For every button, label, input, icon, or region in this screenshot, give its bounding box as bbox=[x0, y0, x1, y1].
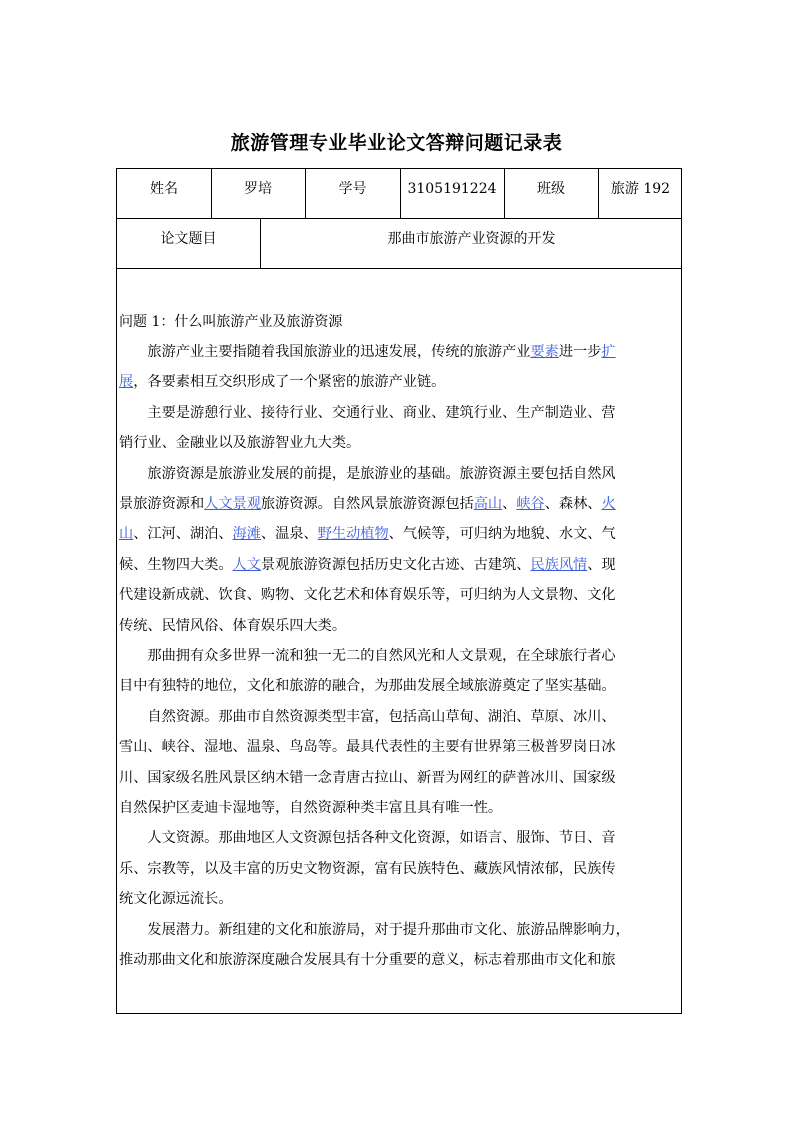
text-segment: 人文资源。那曲地区人文资源包括各种文化资源，如语言、服饰、节日、音 bbox=[119, 830, 616, 847]
text-line bbox=[119, 523, 616, 543]
record-table bbox=[116, 168, 682, 1014]
text-segment: 进一步 bbox=[558, 344, 602, 360]
text-line bbox=[119, 827, 616, 847]
text-line bbox=[119, 463, 616, 483]
text-line bbox=[119, 615, 346, 635]
name-label: 姓名 bbox=[150, 181, 178, 197]
text-segment: 代建设新成就、饮食、购物、文化艺术和体育娱乐等，可归纳为人文景物、文化 bbox=[119, 587, 616, 604]
text-segment: 景旅游资源和 bbox=[119, 496, 205, 512]
text-line bbox=[119, 858, 616, 878]
text-line bbox=[119, 493, 616, 513]
text-segment: 旅游产业主要指随着我国旅游业的迅速发展，传统的旅游产业 bbox=[119, 344, 531, 360]
hyperlink[interactable]: 人文景观 bbox=[204, 496, 261, 512]
hyperlink[interactable]: 要素 bbox=[530, 344, 559, 360]
text-line bbox=[119, 554, 616, 574]
hyperlink[interactable]: 火 bbox=[601, 496, 616, 512]
hyperlink[interactable]: 峡谷 bbox=[516, 496, 545, 512]
class-label: 班级 bbox=[537, 181, 565, 197]
thesis-title-value: 那曲市旅游产业资源的开发 bbox=[387, 231, 556, 247]
text-segment: 、 bbox=[502, 496, 517, 512]
text-segment: 自然保护区麦迪卡湿地等，自然资源种类丰富且具有唯一性。 bbox=[119, 800, 503, 816]
text-segment: 发展潜力。新组建的文化和旅游局，对于提升那曲市文化、旅游品牌影响力， bbox=[119, 921, 630, 938]
text-line bbox=[119, 432, 360, 452]
hyperlink[interactable]: 山 bbox=[119, 526, 134, 543]
text-segment: 乐、宗教等，以及丰富的历史文物资源，富有民族特色、藏族风情浓郁，民族传 bbox=[119, 860, 616, 877]
hyperlink[interactable]: 民族风情 bbox=[530, 556, 588, 573]
text-segment: 目中有独特的地位，文化和旅游的融合，为那曲发展全域旅游奠定了坚实基础。 bbox=[119, 678, 616, 695]
document-title: 旅游管理专业毕业论文答辩问题记录表 bbox=[230, 132, 563, 154]
text-segment: 那曲拥有众多世界一流和独一无二的自然风光和人文景观，在全球旅行者心 bbox=[119, 648, 616, 664]
text-segment: 川、国家级名胜风景区纳木错一念青唐古拉山、新晋为网红的萨普冰川、国家级 bbox=[119, 769, 616, 786]
text-line bbox=[119, 767, 616, 787]
text-line bbox=[119, 584, 616, 604]
text-segment: 推动那曲文化和旅游深度融合发展具有十分重要的意义，标志着那曲市文化和旅 bbox=[119, 952, 616, 968]
text-segment: 旅游资源是旅游业发展的前提，是旅游业的基础。旅游资源主要包括自然风 bbox=[119, 465, 616, 482]
text-segment: 旅游资源。自然风景旅游资源包括 bbox=[260, 496, 474, 512]
text-line bbox=[119, 371, 445, 391]
hyperlink[interactable]: 扩 bbox=[601, 344, 616, 360]
thesis-title-label: 论文题目 bbox=[160, 231, 217, 247]
text-segment: 、温泉、 bbox=[260, 526, 318, 543]
hyperlink[interactable]: 人文 bbox=[232, 556, 261, 573]
text-line bbox=[119, 919, 630, 939]
text-line bbox=[119, 645, 616, 665]
class-value: 旅游 192 bbox=[610, 181, 671, 197]
text-line bbox=[119, 888, 233, 908]
text-segment: 销行业、金融业以及旅游智业九大类。 bbox=[119, 435, 361, 452]
text-segment: 主要是游憩行业、接待行业、交通行业、商业、建筑行业、生产制造业、营 bbox=[119, 404, 616, 421]
text-line bbox=[119, 706, 616, 726]
hyperlink[interactable]: 野生动植物 bbox=[317, 526, 389, 543]
text-segment: 景观旅游资源包括历史文化古迹、古建筑、 bbox=[260, 556, 531, 573]
text-line bbox=[119, 341, 616, 361]
name-value: 罗培 bbox=[244, 181, 272, 197]
text-line bbox=[119, 675, 616, 695]
hyperlink[interactable]: 展 bbox=[119, 374, 134, 391]
row-divider bbox=[117, 218, 681, 219]
text-segment: 、江河、湖泊、 bbox=[133, 526, 233, 543]
text-segment: 传统、民情风俗、体育娱乐四大类。 bbox=[119, 617, 347, 634]
text-segment: 雪山、峡谷、湿地、温泉、鸟岛等。最具代表性的主要有世界第三极普罗岗日冰 bbox=[119, 739, 616, 756]
text-line bbox=[119, 949, 616, 969]
text-line bbox=[119, 797, 502, 817]
student-id-label: 学号 bbox=[338, 181, 367, 197]
text-line bbox=[119, 402, 616, 422]
question-heading: 问题 1：什么叫旅游产业及旅游资源 bbox=[119, 314, 343, 330]
hyperlink[interactable]: 海滩 bbox=[232, 526, 261, 543]
text-segment: ，各要素相互交织形成了一个紧密的旅游产业链。 bbox=[133, 374, 446, 391]
text-segment: 、森林、 bbox=[544, 496, 602, 512]
student-id-value: 3105191224 bbox=[407, 181, 497, 197]
hyperlink[interactable]: 高山 bbox=[473, 496, 503, 512]
text-segment: 、现 bbox=[587, 556, 616, 573]
text-segment: 自然资源。那曲市自然资源类型丰富，包括高山草甸、湖泊、草原、冰川、 bbox=[119, 708, 616, 725]
text-segment: 候、生物四大类。 bbox=[119, 556, 233, 573]
text-segment: 、气候等，可归纳为地貌、水文、气 bbox=[388, 526, 616, 543]
text-segment: 统文化源远流长。 bbox=[119, 891, 233, 908]
row-divider bbox=[117, 268, 681, 269]
text-line bbox=[119, 736, 616, 756]
